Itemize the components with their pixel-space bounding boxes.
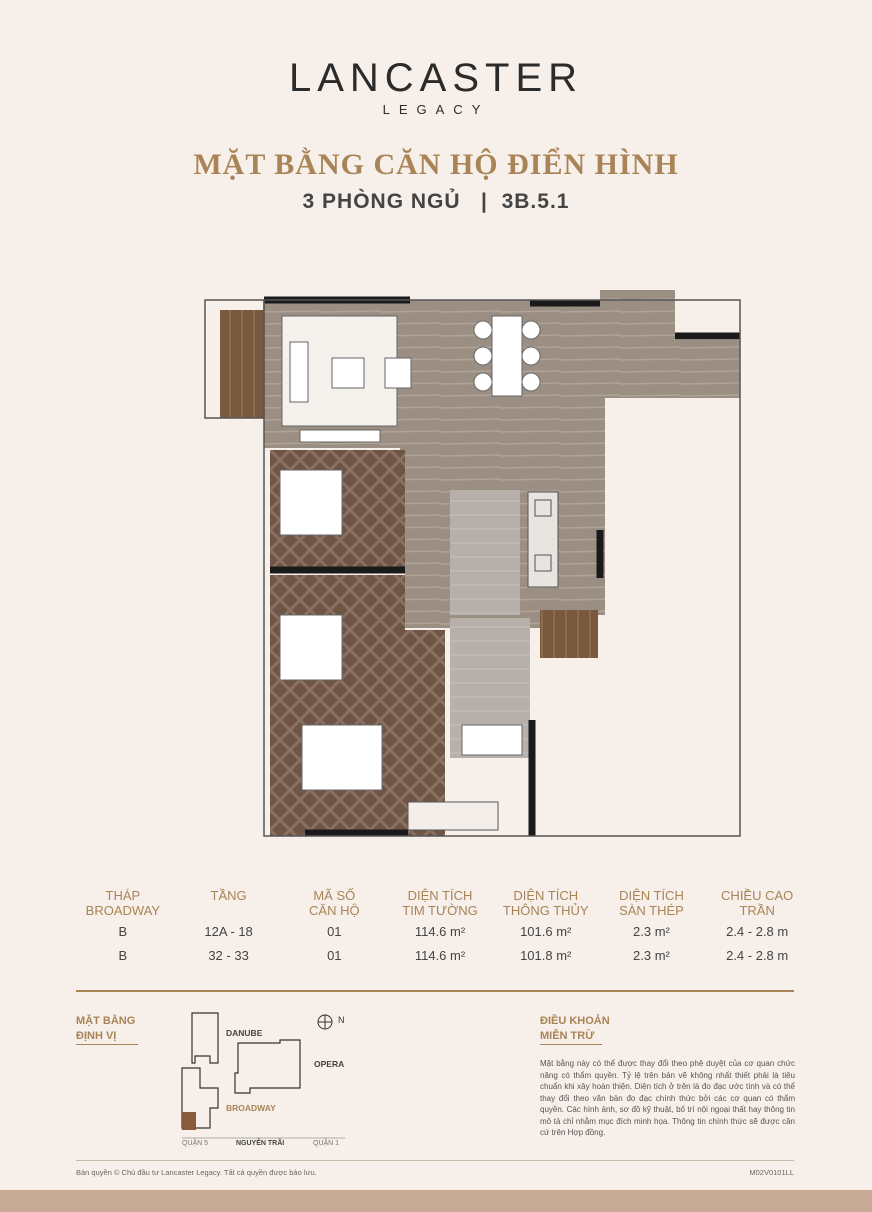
table-row xyxy=(70,920,810,944)
page-title: MẶT BẰNG CĂN HỘ ĐIỂN HÌNH xyxy=(193,148,679,181)
spec-cell: 2.3 m² xyxy=(633,924,670,939)
floor-plan xyxy=(200,270,745,850)
table-row xyxy=(70,944,810,968)
spec-cell: 2.4 - 2.8 m xyxy=(726,948,789,963)
footer-divider xyxy=(76,1160,794,1161)
spec-cell: 114.6 m² xyxy=(414,948,466,963)
spec-cell: B xyxy=(118,948,128,963)
map-label-nguyen-trai: NGUYỄN TRÃI xyxy=(236,1140,285,1147)
spec-header: DIỆN TÍCH TIM TƯỜNG xyxy=(402,888,478,918)
spec-cell: 2.4 - 2.8 m xyxy=(726,924,789,939)
location-underline xyxy=(76,1044,138,1045)
spec-cell: 01 xyxy=(327,948,342,963)
spec-cell: 2.3 m² xyxy=(633,948,670,963)
spec-cell: 101.8 m² xyxy=(520,948,572,963)
map-label-danube: DANUBE xyxy=(226,1028,263,1038)
spec-cell: 114.6 m² xyxy=(414,924,466,939)
terms-underline xyxy=(540,1044,602,1045)
page-subtitle: 3 PHÒNG NGỦ | 3B.5.1 xyxy=(302,190,570,213)
spec-header: TẦNG xyxy=(210,888,247,903)
spec-header: CHIỀU CAO TRẦN xyxy=(721,888,794,918)
broadway-highlight xyxy=(182,1112,196,1130)
specs-table xyxy=(70,888,810,968)
spec-cell: 01 xyxy=(327,924,342,939)
brand-subtitle: LEGACY xyxy=(382,102,490,117)
section-divider xyxy=(76,990,794,992)
location-title: MẶT BẰNG ĐỊNH VỊ xyxy=(76,1015,136,1042)
bathroom-1-floor xyxy=(450,490,520,615)
balcony-floor xyxy=(220,310,264,418)
spec-header: THÁP BROADWAY xyxy=(85,888,161,918)
spec-cell: 32 - 33 xyxy=(208,948,249,963)
spec-header: MÃ SỐ CĂN HỘ xyxy=(309,888,360,918)
spec-cell: B xyxy=(118,924,128,939)
map-label-quan1: QUẬN 1 xyxy=(313,1140,340,1147)
terms-title: ĐIỀU KHOẢN MIỄN TRỪ xyxy=(540,1015,610,1042)
spec-header: DIỆN TÍCH THÔNG THỦY xyxy=(502,888,589,918)
terms-body: Mặt bằng này có thể được thay đổi theo phê duyệt của cơ quan chức năng có thẩm quyền. Tỷ lệ trên bản vẽ không nhất thiết phải là tiêu chuẩn khi xây hoàn thiện. Diện tích ở trên là đo đạc ước tính và có thể thay đổi theo văn bản đo đạc chính thức bởi các cơ quan có thẩm quyền. Các hình ảnh, sơ đồ kỹ thuật, bố trí nội ngoại thất hay thông tin mô tả chỉ nhằm mục đích minh họa. Thông tin chính thức sẽ được căn cứ trên Hợp đồng. xyxy=(540,1059,795,1137)
brand-logo: LANCASTER xyxy=(288,56,584,100)
bottom-band xyxy=(0,1190,872,1212)
spec-header: DIỆN TÍCH SÀN THÉP xyxy=(619,888,684,918)
document-code: M02V0101LL xyxy=(749,1168,794,1177)
north-label: N xyxy=(338,1015,345,1025)
spec-cell: 101.6 m² xyxy=(520,924,572,939)
copyright-text: Bản quyền © Chủ đầu tư Lancaster Legacy. Tất cả quyền được bảo lưu. xyxy=(76,1168,317,1177)
map-label-opera: OPERA xyxy=(314,1059,345,1069)
spec-cell: 12A - 18 xyxy=(204,924,253,939)
location-map xyxy=(170,1008,410,1153)
map-label-quan5: QUẬN 5 xyxy=(182,1140,209,1147)
map-label-broadway: BROADWAY xyxy=(226,1103,276,1113)
